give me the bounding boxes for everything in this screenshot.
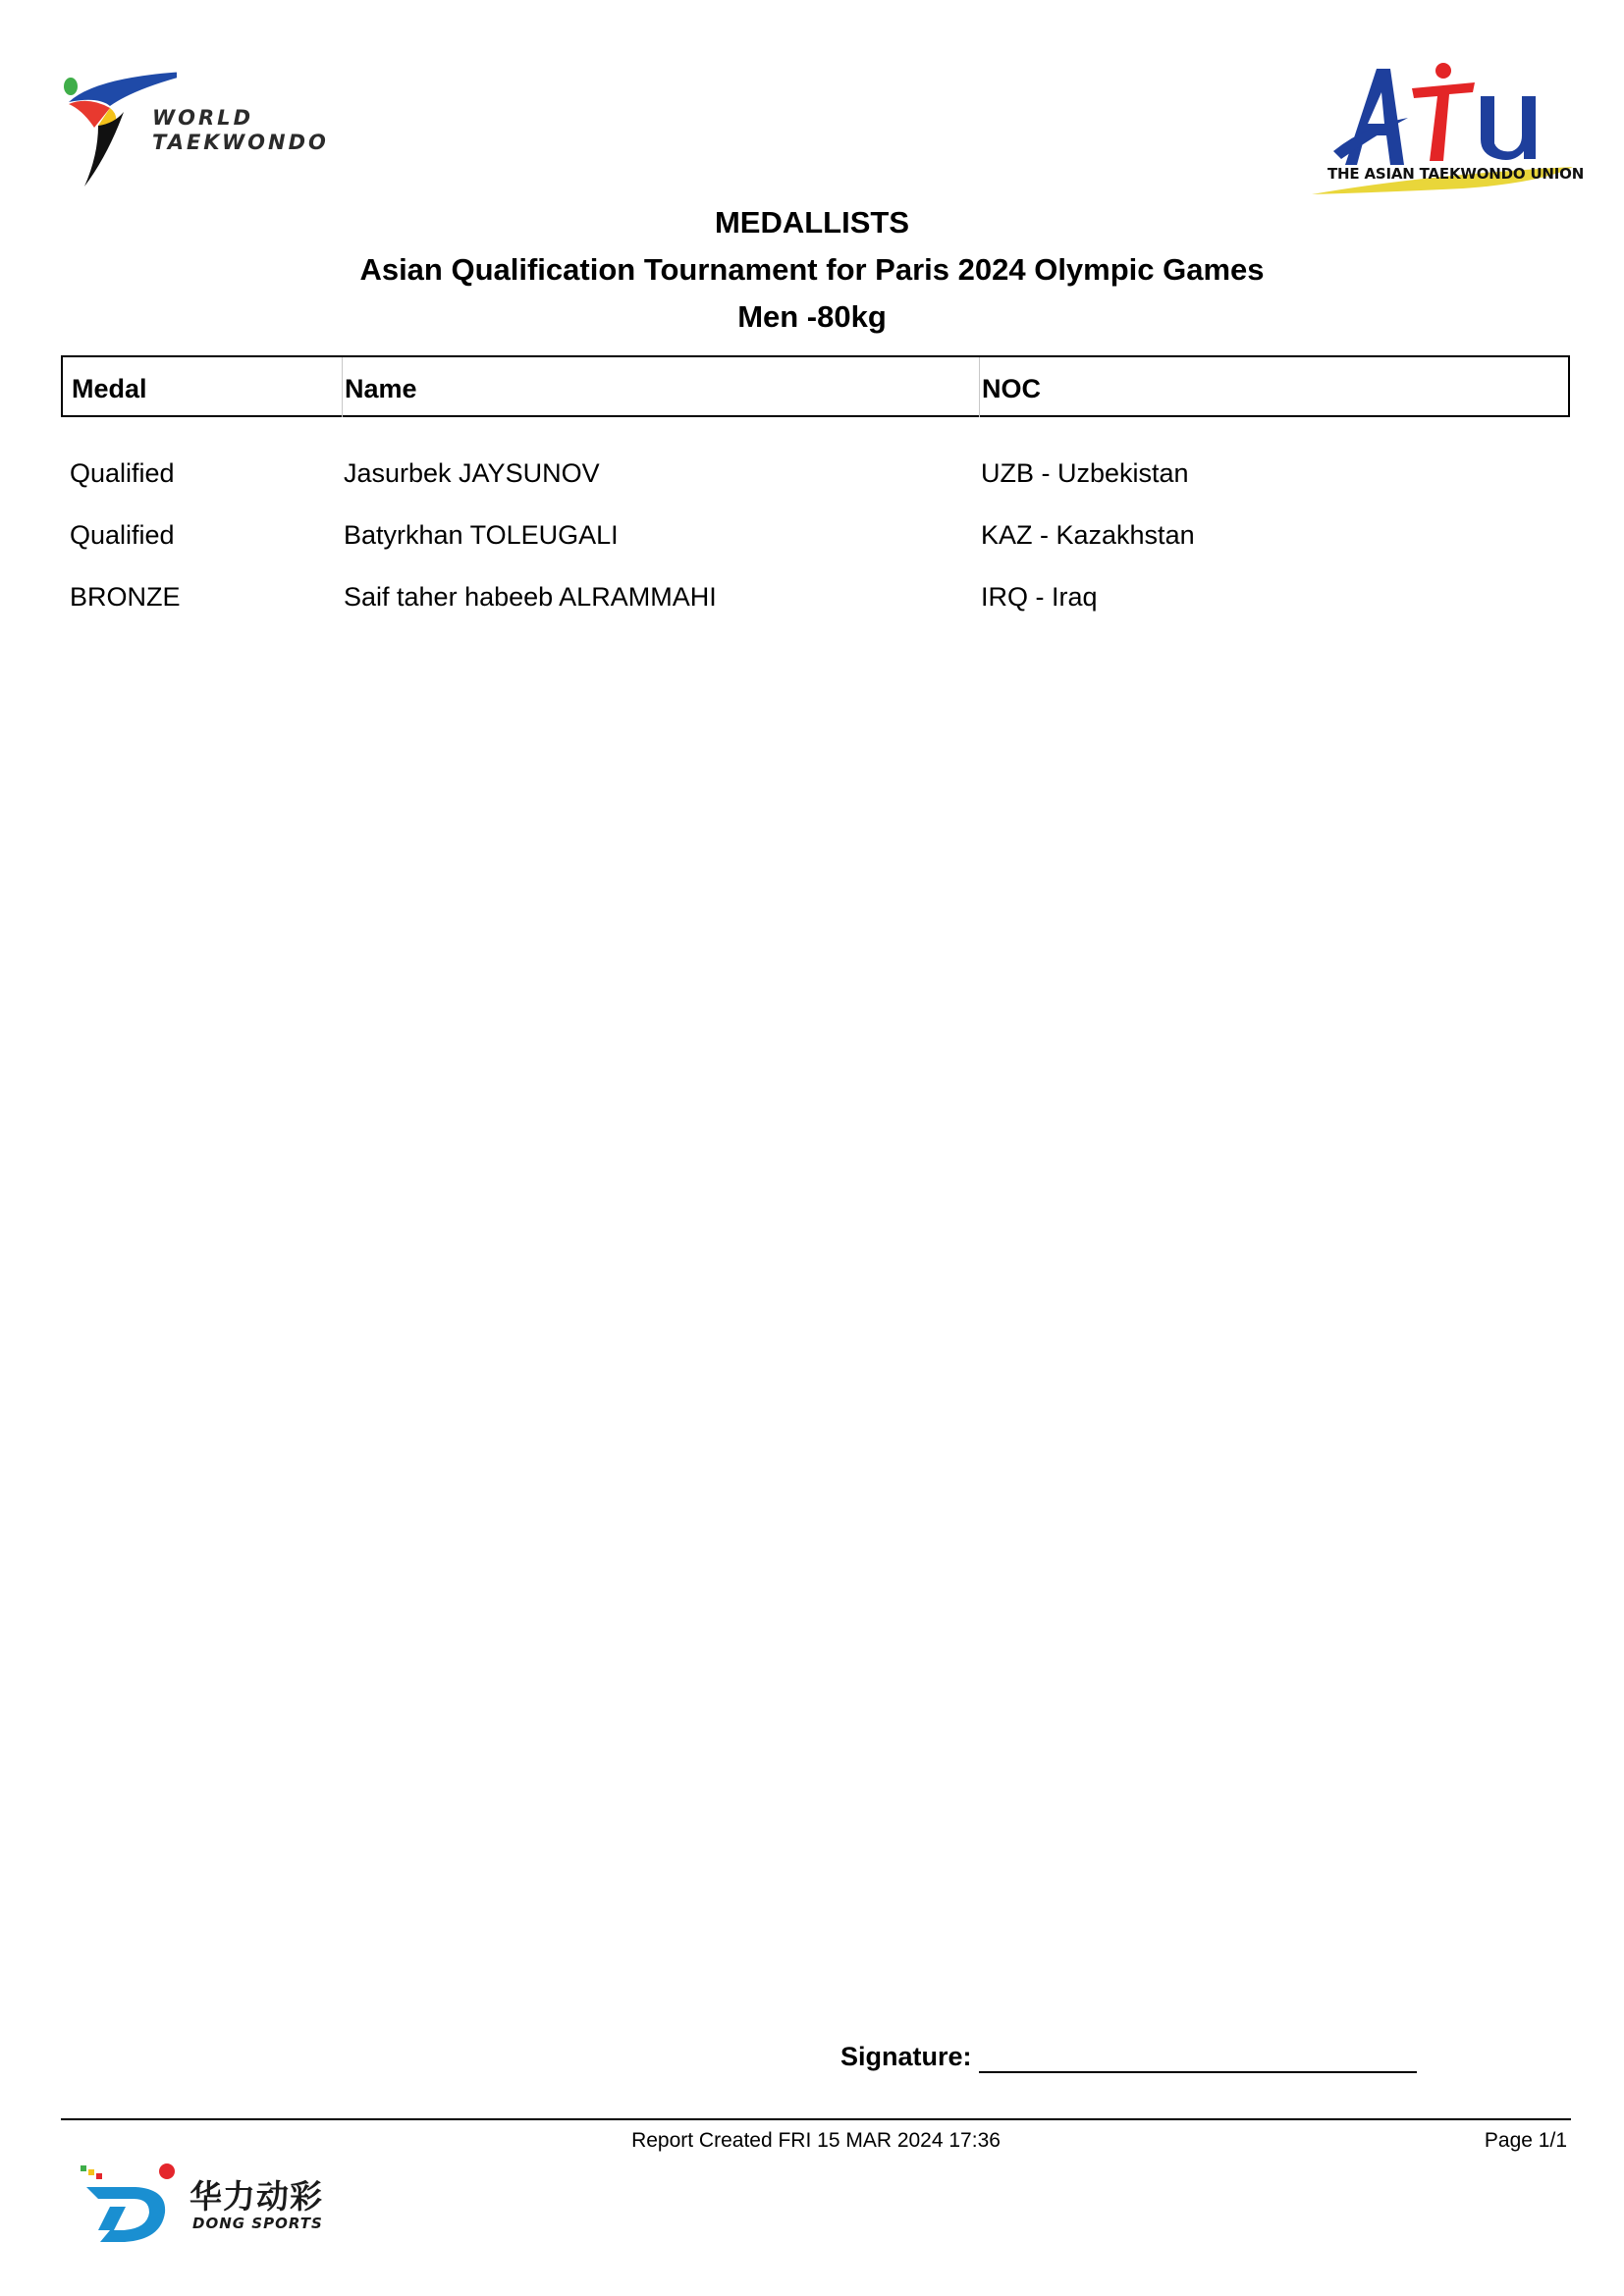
table-row — [61, 520, 1570, 582]
noc-cell: KAZ - Kazakhstan — [981, 520, 1195, 550]
medal-cell: BRONZE — [70, 582, 181, 612]
name-cell: Saif taher habeeb ALRAMMAHI — [344, 582, 717, 612]
table-row — [61, 458, 1570, 520]
dong-sports-emblem-icon — [77, 2160, 185, 2248]
world-taekwondo-wordmark — [152, 106, 329, 155]
column-header-medal: Medal — [72, 374, 147, 403]
sponsor-english-name: DONG SPORTS — [192, 2215, 323, 2232]
signature-label: Signature: — [840, 2042, 972, 2071]
column-divider — [979, 357, 980, 417]
name-cell: Batyrkhan TOLEUGALI — [344, 520, 619, 550]
column-divider — [342, 357, 343, 417]
sponsor-chinese-name: 华力动彩 — [189, 2177, 323, 2216]
atu-caption: THE ASIAN TAEKWONDO UNION — [1327, 165, 1585, 183]
footer-divider — [61, 2118, 1571, 2120]
world-taekwondo-logo — [59, 67, 353, 194]
event-title: Asian Qualification Tournament for Paris 2024 Olympic Games — [359, 252, 1265, 287]
report-title: MEDALLISTS — [714, 205, 910, 240]
signature-line — [979, 2071, 1417, 2073]
medal-cell: Qualified — [70, 458, 175, 488]
table-row — [61, 582, 1570, 644]
wordmark-line-2: TAEKWONDO — [152, 131, 329, 154]
page-number: Page 1/1 — [1484, 2129, 1567, 2152]
column-header-noc: NOC — [982, 374, 1041, 403]
wordmark-line-1: WORLD — [152, 106, 253, 130]
name-cell: Jasurbek JAYSUNOV — [344, 458, 600, 488]
category-title: Men -80kg — [737, 299, 887, 334]
table-header — [61, 355, 1570, 417]
medal-cell: Qualified — [70, 520, 175, 550]
column-header-name: Name — [345, 374, 417, 403]
noc-cell: IRQ - Iraq — [981, 582, 1098, 612]
asian-taekwondo-union-logo — [1306, 57, 1585, 199]
noc-cell: UZB - Uzbekistan — [981, 458, 1189, 488]
dong-sports-logo — [77, 2160, 361, 2248]
report-created-timestamp: Report Created FRI 15 MAR 2024 17:36 — [631, 2129, 1001, 2152]
